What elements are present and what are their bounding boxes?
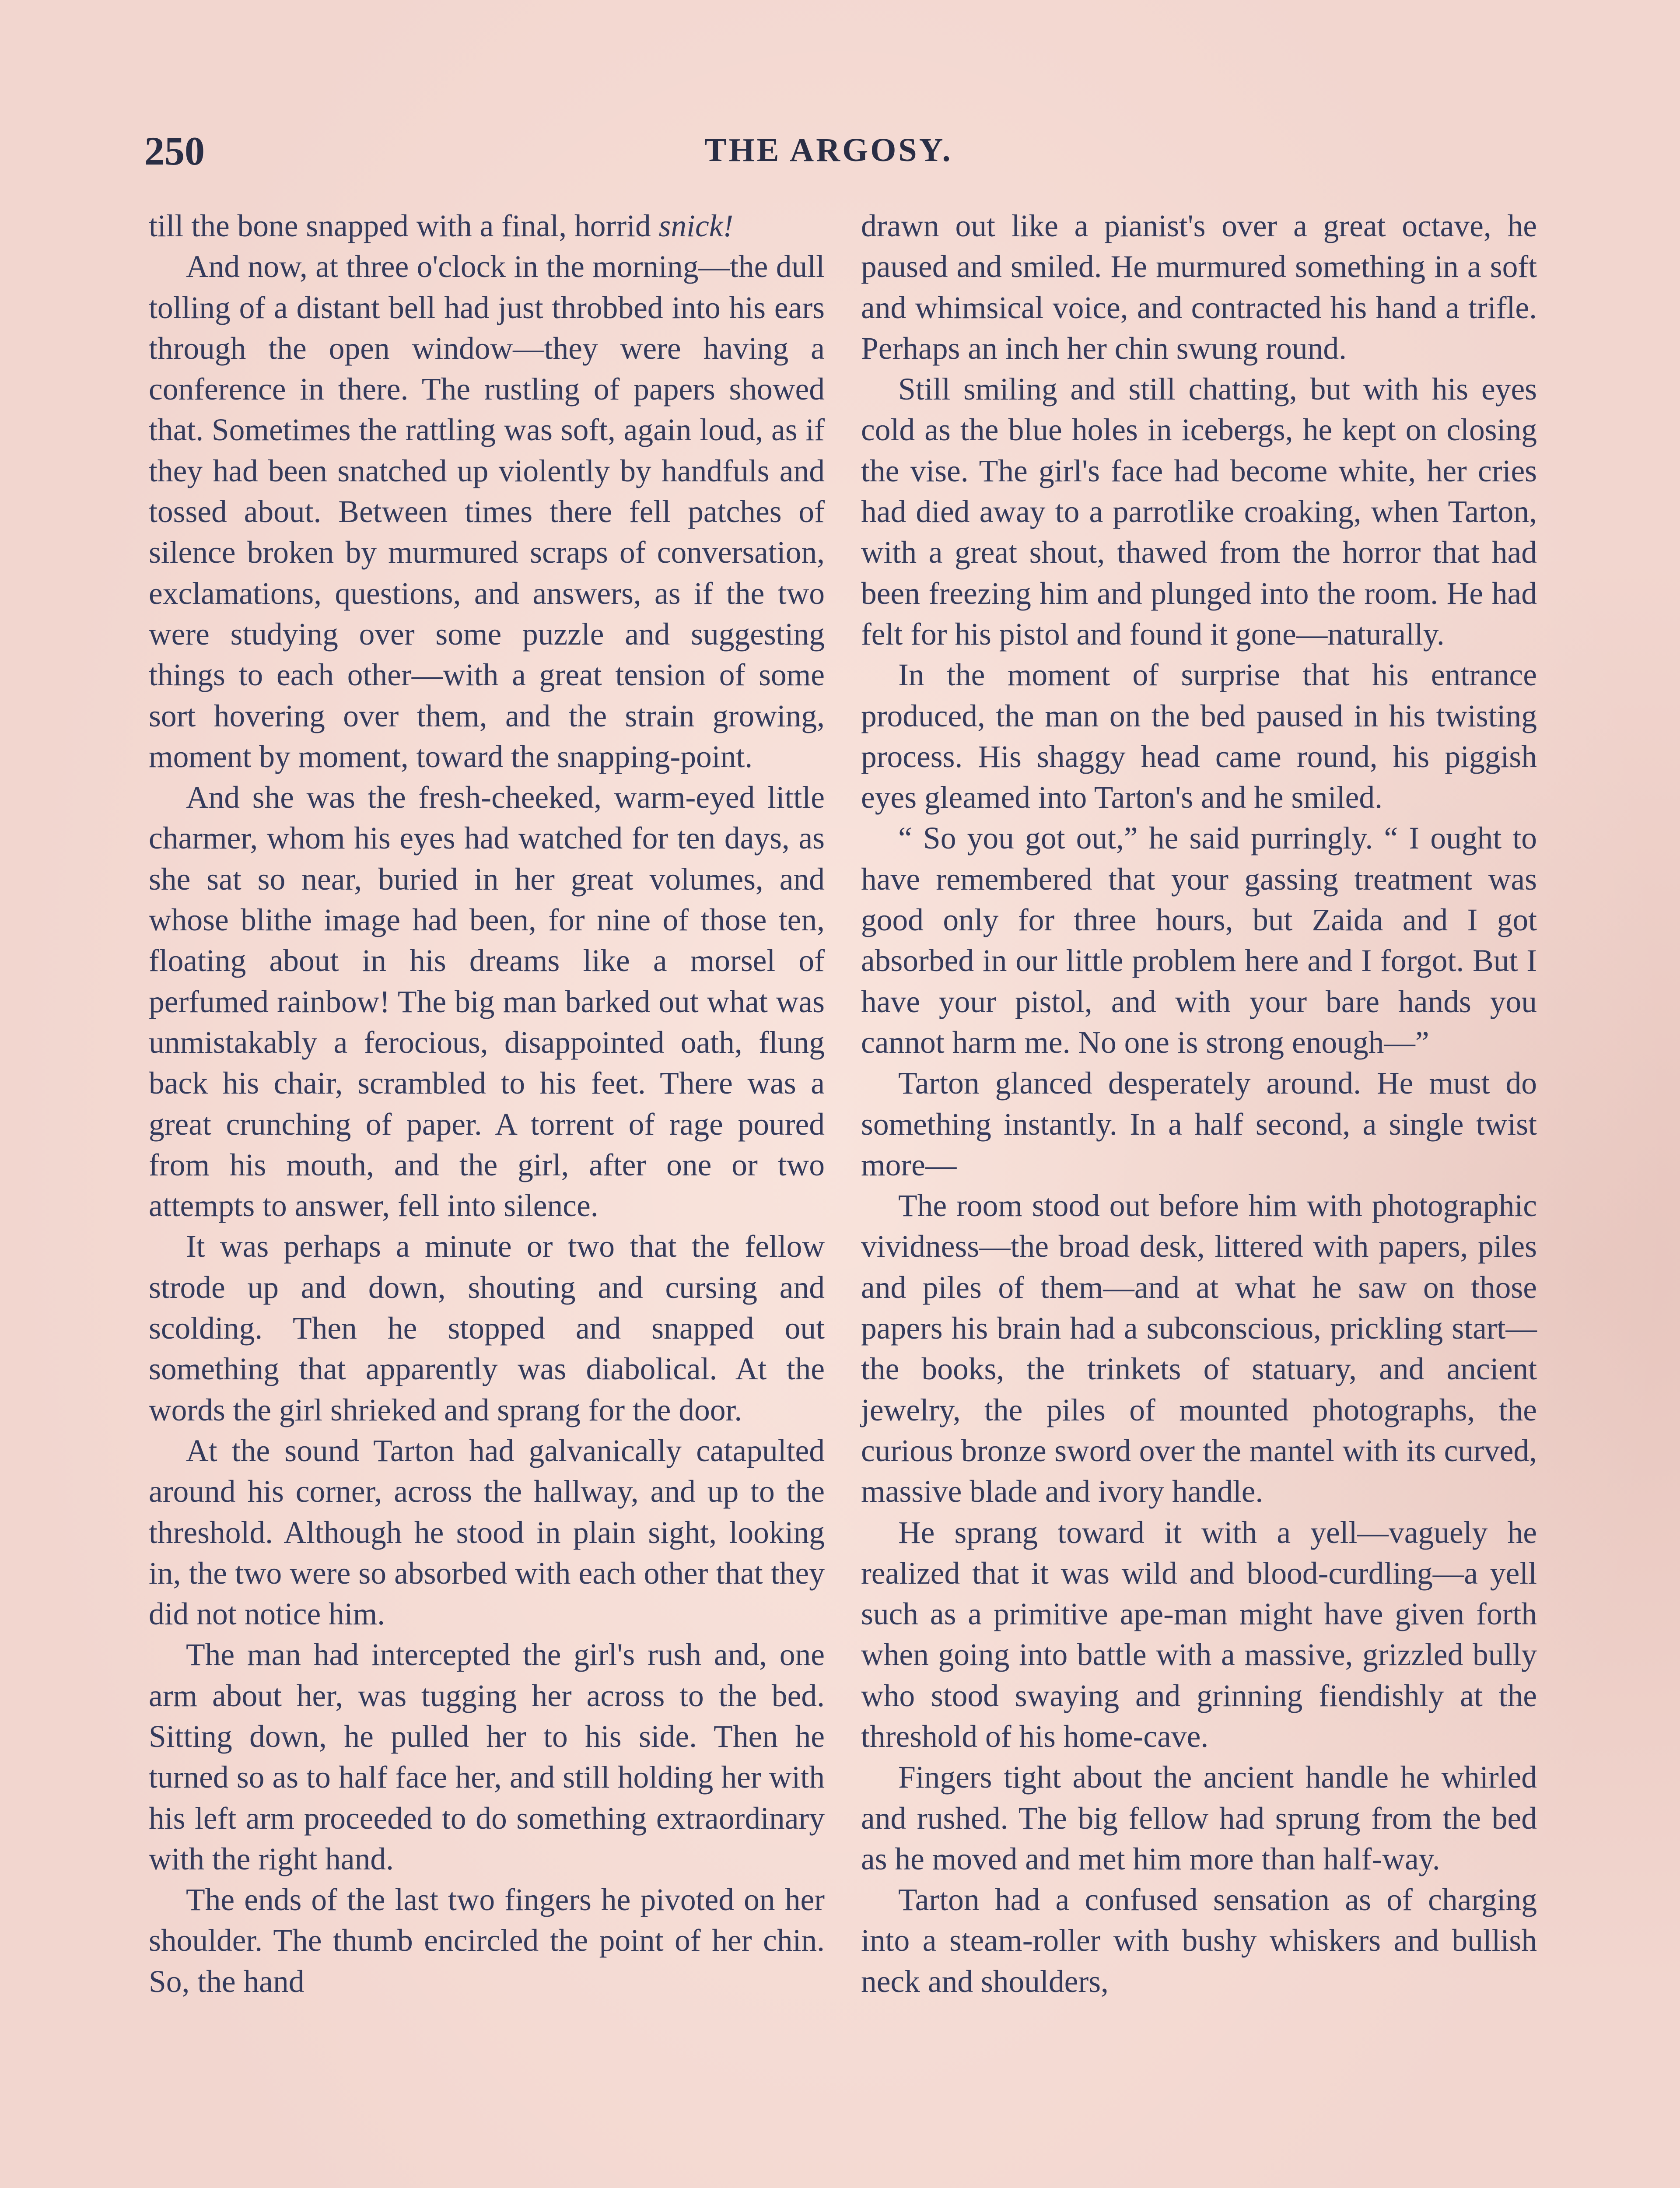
paragraph: Tarton had a confused sensation as of charging into a steam-roller with bushy whiskers and bullish neck and shoulders, xyxy=(861,1883,1537,1999)
paragraph: Fingers tight about the ancient handle he whirled and rushed. The big fellow had sprung from the bed as he moved and met him more than half-way. xyxy=(861,1760,1537,1876)
paragraph: In the moment of surprise that his entrance produced, the man on the bed paused in his twisting process. His shaggy head came round, his piggish eyes gleamed into Tarton's and he smiled. xyxy=(861,658,1537,815)
paragraph xyxy=(149,206,825,246)
paragraph: The ends of the last two fingers he pivoted on her shoulder. The thumb encircled the point of her chin. So, the hand xyxy=(149,1883,825,1999)
right-column xyxy=(861,206,1537,2002)
paragraph: It was perhaps a minute or two that the fellow strode up and down, shouting and cursing and scolding. Then he stopped and snapped out something that apparently was diabolical. At the words the girl shrieked and sprang for the door. xyxy=(149,1229,825,1427)
paragraph: And now, at three o'clock in the morning—the dull tolling of a distant bell had just throbbed into his ears through the open window—they were having a conference in there. The rustling of papers showed that. Sometimes the rattling was soft, again loud, as if they had been snatched up violently by handfuls and tossed about. Between times there fell patches of silence broken by murmured scraps of conversation, exclamations, questions, and answers, as if the two were studying over some puzzle and suggesting things to each other—with a great tension of some sort hovering over them, and the strain growing, moment by moment, toward the snapping-point. xyxy=(149,249,825,774)
italic-word: snick! xyxy=(658,209,734,243)
paragraph: Still smiling and still chatting, but with his eyes cold as the blue holes in icebergs, he kept on closing the vise. The girl's face had become white, her cries had died away to a parrotlike croaking, when Tarton, with a great shout, thawed from the horror that had been freezing him and plunged into the room. He had felt for his pistol and found it gone—naturally. xyxy=(861,372,1537,652)
paragraph: “ So you got out,” he said purringly. “ I ought to have remembered that your gassing treatment was good only for three hours, but Zaida and I got absorbed in our little problem here and I forgot. But I have your pistol, and with your bare hands you cannot harm me. No one is strong enough—” xyxy=(861,821,1537,1060)
paragraph: The room stood out before him with photographic vividness—the broad desk, littered with papers, piles and piles of them—and at what he saw on those papers his brain had a subconscious, prickling start—the books, the trinkets of statuary, and ancient jewelry, the piles of mounted photographs, the curious bronze sword over the mantel with its curved, massive blade and ivory handle. xyxy=(861,1189,1537,1509)
paragraph: The man had intercepted the girl's rush and, one arm about her, was tugging her across to the bed. Sitting down, he pulled her to his side. Then he turned so as to half face her, and still holding her with his left arm proceeded to do something extraordinary with the right hand. xyxy=(149,1637,825,1876)
paragraph: Tarton glanced desperately around. He must do something instantly. In a half second, a single twist more— xyxy=(861,1066,1537,1182)
paragraph: At the sound Tarton had galvanically catapulted around his corner, across the hallway, and up to the threshold. Although he stood in plain sight, looking in, the two were so absorbed with each other that they did not notice him. xyxy=(149,1433,825,1632)
left-column xyxy=(149,206,825,2002)
running-title: THE ARGOSY. xyxy=(704,132,953,168)
paragraph: And she was the fresh-cheeked, warm-eyed little charmer, whom his eyes had watched for ten days, as she sat so near, buried in her great volumes, and whose blithe image had been, for nine of those ten, floating about in his dreams like a morsel of perfumed rainbow! The big man barked out what was unmistakably a ferocious, disappointed oath, flung back his chair, scrambled to his feet. There was a great crunching of paper. A torrent of rage poured from his mouth, and the girl, after one or two attempts to answer, fell into silence. xyxy=(149,780,825,1224)
paragraph-text: till the bone snapped with a final, horrid xyxy=(149,209,651,243)
page-number: 250 xyxy=(144,129,205,173)
page-header xyxy=(144,128,1536,189)
paragraph: drawn out like a pianist's over a great octave, he paused and smiled. He murmured something in a soft and whimsical voice, and contracted his hand a trifle. Perhaps an inch her chin swung round. xyxy=(861,209,1537,366)
paragraph: He sprang toward it with a yell—vaguely he realized that it was wild and blood-curdling—a yell such as a primitive ape-man might have given forth when going into battle with a massive, grizzled bully who stood swaying and grinning fiendishly at the threshold of his home-cave. xyxy=(861,1515,1537,1754)
